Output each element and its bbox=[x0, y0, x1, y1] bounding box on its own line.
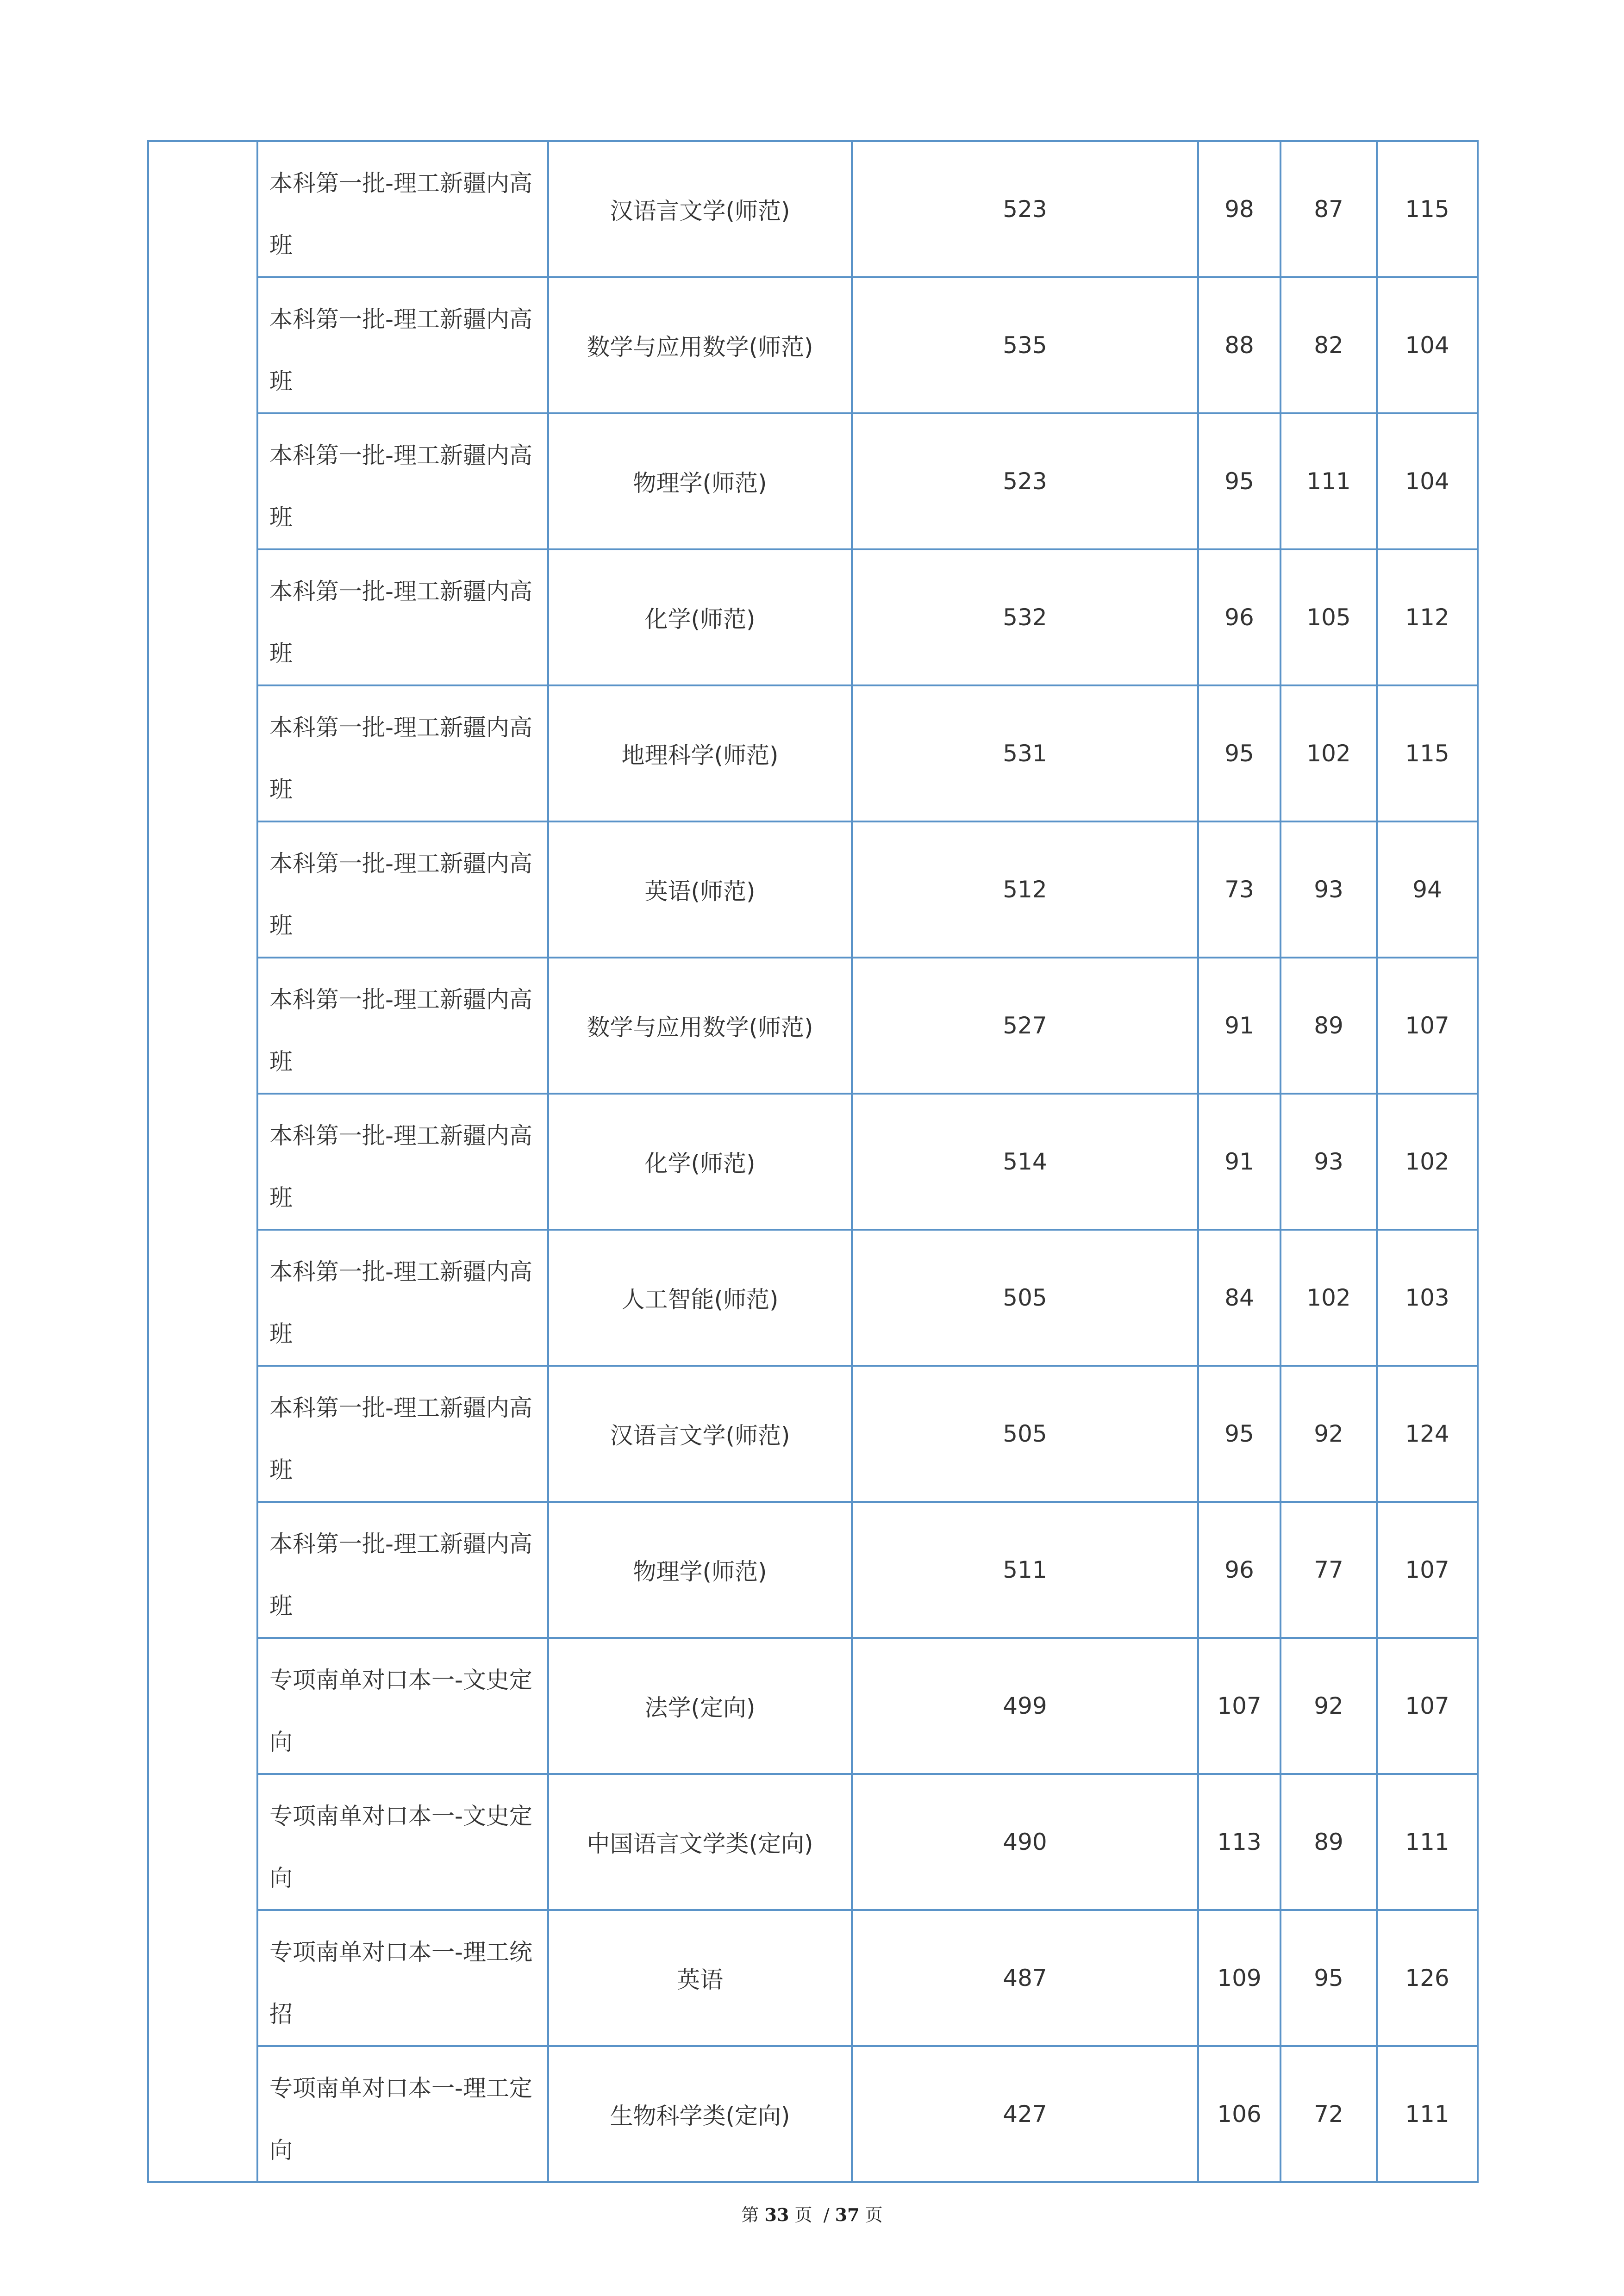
major-cell: 汉语言文学(师范) bbox=[548, 141, 852, 277]
total-score-cell: 505 bbox=[852, 1230, 1198, 1366]
total-score-cell: 523 bbox=[852, 413, 1198, 549]
major-cell: 生物科学类(定向) bbox=[548, 2046, 852, 2182]
score-2-cell: 105 bbox=[1280, 549, 1377, 685]
score-1-cell: 88 bbox=[1198, 277, 1280, 413]
table-row bbox=[148, 277, 1478, 413]
table-row bbox=[148, 821, 1478, 958]
table-row bbox=[148, 1366, 1478, 1502]
total-score-cell: 532 bbox=[852, 549, 1198, 685]
total-score-cell: 499 bbox=[852, 1638, 1198, 1774]
current-page-number: 33 bbox=[764, 2204, 789, 2225]
footer-separator: / bbox=[823, 2205, 830, 2225]
score-1-cell: 106 bbox=[1198, 2046, 1280, 2182]
batch-cell: 本科第一批-理工新疆内高班 bbox=[257, 1094, 548, 1230]
total-score-cell: 511 bbox=[852, 1502, 1198, 1638]
score-3-cell: 111 bbox=[1377, 1774, 1478, 1910]
score-2-cell: 72 bbox=[1280, 2046, 1377, 2182]
batch-cell: 专项南单对口本一-文史定向 bbox=[257, 1774, 548, 1910]
score-2-cell: 82 bbox=[1280, 277, 1377, 413]
score-3-cell: 124 bbox=[1377, 1366, 1478, 1502]
total-score-cell: 505 bbox=[852, 1366, 1198, 1502]
score-3-cell: 102 bbox=[1377, 1094, 1478, 1230]
batch-cell: 本科第一批-理工新疆内高班 bbox=[257, 1366, 548, 1502]
major-cell: 汉语言文学(师范) bbox=[548, 1366, 852, 1502]
score-3-cell: 112 bbox=[1377, 549, 1478, 685]
total-score-cell: 535 bbox=[852, 277, 1198, 413]
score-1-cell: 95 bbox=[1198, 685, 1280, 821]
table-row bbox=[148, 1230, 1478, 1366]
score-1-cell: 95 bbox=[1198, 413, 1280, 549]
score-2-cell: 77 bbox=[1280, 1502, 1377, 1638]
major-cell: 地理科学(师范) bbox=[548, 685, 852, 821]
major-cell: 中国语言文学类(定向) bbox=[548, 1774, 852, 1910]
table-row bbox=[148, 413, 1478, 549]
table-row bbox=[148, 1094, 1478, 1230]
score-3-cell: 115 bbox=[1377, 141, 1478, 277]
score-1-cell: 84 bbox=[1198, 1230, 1280, 1366]
major-cell: 数学与应用数学(师范) bbox=[548, 958, 852, 1094]
score-1-cell: 96 bbox=[1198, 1502, 1280, 1638]
page-footer bbox=[0, 2201, 1624, 2226]
batch-cell: 专项南单对口本一-理工定向 bbox=[257, 2046, 548, 2182]
batch-cell: 本科第一批-理工新疆内高班 bbox=[257, 1230, 548, 1366]
total-score-cell: 523 bbox=[852, 141, 1198, 277]
batch-cell: 专项南单对口本一-文史定向 bbox=[257, 1638, 548, 1774]
score-1-cell: 91 bbox=[1198, 958, 1280, 1094]
major-cell: 英语 bbox=[548, 1910, 852, 2046]
table-row bbox=[148, 1502, 1478, 1638]
total-score-cell: 514 bbox=[852, 1094, 1198, 1230]
score-2-cell: 102 bbox=[1280, 1230, 1377, 1366]
major-cell: 人工智能(师范) bbox=[548, 1230, 852, 1366]
footer-prefix: 第 bbox=[741, 2205, 759, 2225]
table-row bbox=[148, 141, 1478, 277]
table-row bbox=[148, 549, 1478, 685]
batch-cell: 本科第一批-理工新疆内高班 bbox=[257, 821, 548, 958]
score-3-cell: 107 bbox=[1377, 958, 1478, 1094]
total-score-cell: 531 bbox=[852, 685, 1198, 821]
score-1-cell: 113 bbox=[1198, 1774, 1280, 1910]
total-score-cell: 487 bbox=[852, 1910, 1198, 2046]
score-3-cell: 107 bbox=[1377, 1502, 1478, 1638]
score-2-cell: 87 bbox=[1280, 141, 1377, 277]
score-3-cell: 107 bbox=[1377, 1638, 1478, 1774]
score-2-cell: 93 bbox=[1280, 1094, 1377, 1230]
total-page-number: 37 bbox=[835, 2204, 860, 2225]
score-3-cell: 104 bbox=[1377, 277, 1478, 413]
table-body bbox=[148, 141, 1478, 2182]
batch-cell: 专项南单对口本一-理工统招 bbox=[257, 1910, 548, 2046]
footer-total-unit: 页 bbox=[865, 2205, 883, 2225]
score-3-cell: 94 bbox=[1377, 821, 1478, 958]
total-score-cell: 427 bbox=[852, 2046, 1198, 2182]
batch-cell: 本科第一批-理工新疆内高班 bbox=[257, 277, 548, 413]
score-3-cell: 104 bbox=[1377, 413, 1478, 549]
major-cell: 化学(师范) bbox=[548, 549, 852, 685]
score-2-cell: 89 bbox=[1280, 1774, 1377, 1910]
total-score-cell: 490 bbox=[852, 1774, 1198, 1910]
table-row bbox=[148, 1638, 1478, 1774]
table-row bbox=[148, 2046, 1478, 2182]
major-cell: 英语(师范) bbox=[548, 821, 852, 958]
table-row bbox=[148, 1910, 1478, 2046]
score-3-cell: 115 bbox=[1377, 685, 1478, 821]
score-1-cell: 109 bbox=[1198, 1910, 1280, 2046]
table-row bbox=[148, 685, 1478, 821]
score-2-cell: 93 bbox=[1280, 821, 1377, 958]
score-3-cell: 103 bbox=[1377, 1230, 1478, 1366]
table-row bbox=[148, 1774, 1478, 1910]
score-2-cell: 111 bbox=[1280, 413, 1377, 549]
batch-cell: 本科第一批-理工新疆内高班 bbox=[257, 413, 548, 549]
score-2-cell: 92 bbox=[1280, 1638, 1377, 1774]
major-cell: 法学(定向) bbox=[548, 1638, 852, 1774]
table-row bbox=[148, 958, 1478, 1094]
score-1-cell: 73 bbox=[1198, 821, 1280, 958]
score-1-cell: 98 bbox=[1198, 141, 1280, 277]
batch-cell: 本科第一批-理工新疆内高班 bbox=[257, 1502, 548, 1638]
score-2-cell: 95 bbox=[1280, 1910, 1377, 2046]
score-2-cell: 89 bbox=[1280, 958, 1377, 1094]
major-cell: 数学与应用数学(师范) bbox=[548, 277, 852, 413]
score-1-cell: 96 bbox=[1198, 549, 1280, 685]
footer-page-unit: 页 bbox=[794, 2205, 812, 2225]
merged-first-column-cell bbox=[148, 141, 257, 2182]
score-1-cell: 95 bbox=[1198, 1366, 1280, 1502]
score-1-cell: 107 bbox=[1198, 1638, 1280, 1774]
batch-cell: 本科第一批-理工新疆内高班 bbox=[257, 141, 548, 277]
score-3-cell: 126 bbox=[1377, 1910, 1478, 2046]
major-cell: 物理学(师范) bbox=[548, 413, 852, 549]
score-2-cell: 92 bbox=[1280, 1366, 1377, 1502]
total-score-cell: 527 bbox=[852, 958, 1198, 1094]
score-table bbox=[147, 140, 1479, 2183]
batch-cell: 本科第一批-理工新疆内高班 bbox=[257, 549, 548, 685]
major-cell: 化学(师范) bbox=[548, 1094, 852, 1230]
score-1-cell: 91 bbox=[1198, 1094, 1280, 1230]
total-score-cell: 512 bbox=[852, 821, 1198, 958]
batch-cell: 本科第一批-理工新疆内高班 bbox=[257, 685, 548, 821]
batch-cell: 本科第一批-理工新疆内高班 bbox=[257, 958, 548, 1094]
major-cell: 物理学(师范) bbox=[548, 1502, 852, 1638]
score-3-cell: 111 bbox=[1377, 2046, 1478, 2182]
score-2-cell: 102 bbox=[1280, 685, 1377, 821]
